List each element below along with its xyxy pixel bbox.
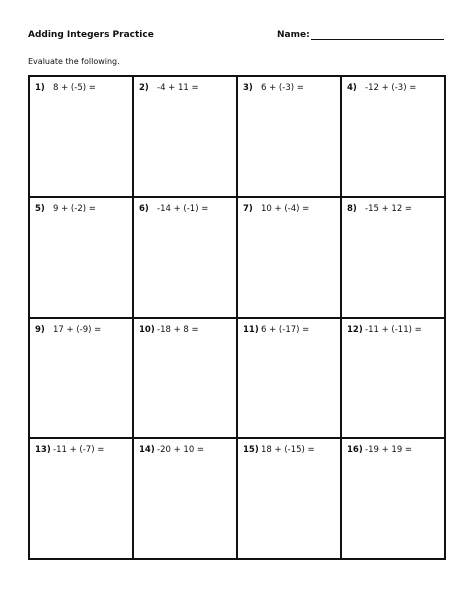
problem-cell-7[interactable] — [238, 198, 342, 319]
problem-number: 7) — [243, 203, 253, 214]
problem-number: 5) — [35, 203, 45, 214]
problem-cell-8[interactable] — [342, 198, 446, 319]
instructions: Evaluate the following. — [28, 57, 120, 66]
problem-expression: 9 + (-2) = — [53, 203, 96, 214]
problem-cell-13[interactable] — [30, 439, 134, 560]
problem-number: 1) — [35, 83, 45, 93]
problem-cell-6[interactable] — [134, 198, 238, 319]
problem-expression: -11 + (-11) = — [365, 324, 422, 335]
problem-number: 3) — [243, 83, 253, 93]
problem-number: 2) — [139, 83, 149, 93]
problem-cell-12[interactable] — [342, 319, 446, 440]
problem-number: 8) — [347, 203, 357, 214]
problem-expression: 17 + (-9) = — [53, 324, 102, 335]
problem-number: 13) — [35, 445, 51, 456]
problem-cell-3[interactable] — [238, 77, 342, 198]
worksheet-title: Adding Integers Practice — [28, 30, 154, 40]
problem-cell-10[interactable] — [134, 319, 238, 440]
problem-cell-9[interactable] — [30, 319, 134, 440]
problem-expression: -18 + 8 = — [157, 324, 199, 335]
problem-expression: -12 + (-3) = — [365, 83, 417, 93]
problem-expression: 6 + (-3) = — [261, 83, 304, 93]
problem-number: 14) — [139, 445, 155, 456]
problem-number: 10) — [139, 324, 155, 335]
problem-cell-16[interactable] — [342, 439, 446, 560]
problem-cell-2[interactable] — [134, 77, 238, 198]
problem-expression: -14 + (-1) = — [157, 203, 209, 214]
problem-number: 15) — [243, 445, 259, 456]
problem-number: 9) — [35, 324, 45, 335]
problem-number: 16) — [347, 445, 363, 456]
problem-cell-15[interactable] — [238, 439, 342, 560]
problem-cell-14[interactable] — [134, 439, 238, 560]
problem-number: 11) — [243, 324, 259, 335]
problem-expression: -19 + 19 = — [365, 445, 413, 456]
problem-expression: -20 + 10 = — [157, 445, 205, 456]
problem-grid — [28, 75, 446, 560]
problem-expression: -11 + (-7) = — [53, 445, 105, 456]
problem-expression: 6 + (-17) = — [261, 324, 310, 335]
problem-expression: 10 + (-4) = — [261, 203, 310, 214]
problem-number: 4) — [347, 83, 357, 93]
problem-cell-4[interactable] — [342, 77, 446, 198]
name-label: Name: — [277, 30, 310, 40]
problem-cell-11[interactable] — [238, 319, 342, 440]
problem-cell-1[interactable] — [30, 77, 134, 198]
problem-number: 6) — [139, 203, 149, 214]
problem-expression: -4 + 11 = — [157, 83, 199, 93]
problem-expression: 8 + (-5) = — [53, 83, 96, 93]
problem-expression: 18 + (-15) = — [261, 445, 315, 456]
problem-cell-5[interactable] — [30, 198, 134, 319]
name-blank-line[interactable] — [311, 39, 444, 40]
problem-expression: -15 + 12 = — [365, 203, 413, 214]
problem-number: 12) — [347, 324, 363, 335]
